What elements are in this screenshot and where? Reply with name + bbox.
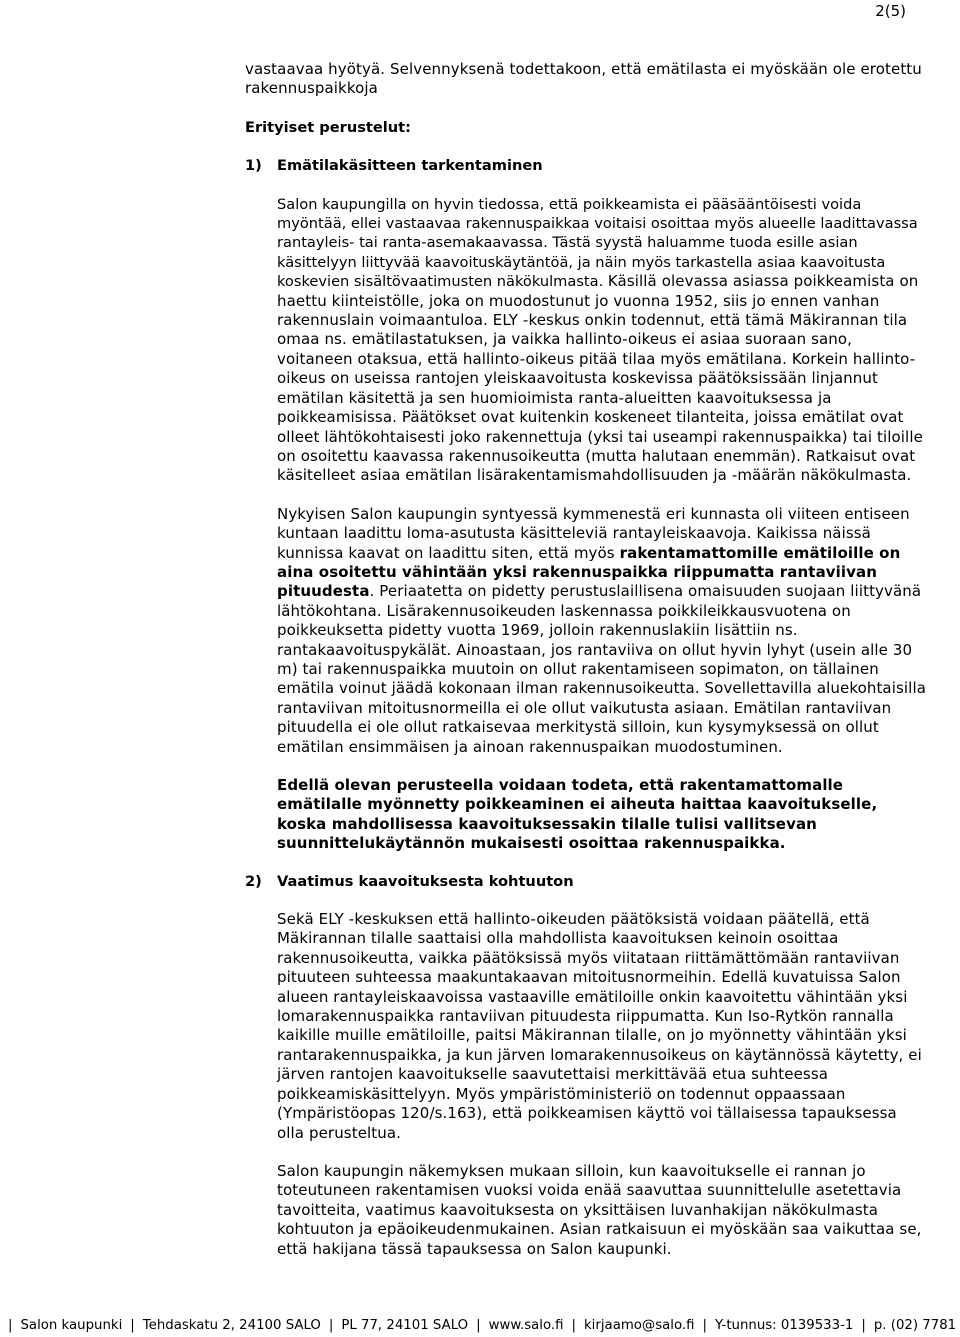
section1-paragraph2-a: Nykyisen Salon kaupungin syntyessä kymmenestä eri kunnasta oli viiteen entiseen kuntaan laadittu loma-asutusta käsitteleviä rantayleiskaavoja. Kaikissa näissä kunnissa kaavat on laadittu siten, että myös	[277, 504, 910, 562]
section1-title: Emätilakäsitteen tarkentaminen	[277, 157, 543, 175]
footer-separator: |	[130, 1318, 135, 1333]
footer-separator: |	[861, 1318, 866, 1333]
footer-separator: |	[476, 1318, 481, 1333]
page-number: 2(5)	[875, 2, 906, 20]
special-grounds-heading: Erityiset perustelut:	[245, 118, 411, 136]
section2-heading	[245, 872, 925, 891]
section1-number: 1)	[245, 157, 262, 175]
section2-title: Vaatimus kaavoituksesta kohtuuton	[277, 872, 574, 890]
document-body	[245, 60, 925, 1259]
section1-paragraph2-b: . Periaatetta on pidetty perustuslaillisena omaisuuden suojaan liittyvänä lähtökohtana. Lisärakennusoikeuden laskennassa poikkileikkausvuotena on poikkeuksetta pidetty vuotta 1969, jolloin rakennuslakiin lisättiin ns. rantakaavoituspykälät. Ainoastaan, jos rantaviiva on ollut hyvin lyhyt (usein alle 30 m) tai rakennuspaikka muutoin on ollut rakentamiseen sopimaton, on tällainen emätila voinut jäädä kokonaan ilman rakennusoikeutta. Sovellettavilla aluekohtaisilla rantaviivan mitoitusnormeilla ei ole ollut vaikutusta asiaan. Emätilan rantaviivan pituudella ei ole ollut ratkaisevaa merkitystä silloin, kun kysymyksessä on ollut emätilan ensimmäisen ja ainoan rakennuspaikan muodostuminen.	[277, 582, 927, 756]
footer-separator: |	[702, 1318, 707, 1333]
footer-separator: |	[571, 1318, 576, 1333]
section2-paragraph1: Sekä ELY -keskuksen että hallinto-oikeuden päätöksistä voidaan päätellä, että Mäkirannan tilalle saattaisi olla mahdollista kaavoituksen keinoin osoittaa rakennusoikeutta, vaikka päätöksissä myös viitataan riittämättömään rantaviivan pituuteen suhteessa maakuntakaavan mitoitusnormeihin. Edellä kuvatuissa Salon alueen rantayleiskaavoissa vastaaville emätiloille onkin kaavoitettu vähintään yksi lomarakennuspaikka rantaviivan pituudesta riippumatta. Kun Iso-Rytkön rannalla kaikille muille emätiloille, paitsi Mäkirannan tilalle, on jo myönnetty vähintään yksi rantarakennuspaikka, ja kun järven lomarakennusoikeus on käytännössä käytetty, ei järven rantojen kaavoitukselle saavutettaisi merkittävää etua suhteessa poikkeamiskäsittelyyn. Myös ympäristöministeriö on todennut oppaassaan (Ympäristöopas 120/s.163), että poikkeamisen käyttö voi tällaisessa tapauksessa olla perusteltua.	[277, 910, 922, 1142]
section1-conclusion: Edellä olevan perusteella voidaan todeta, että rakentamattomalle emätilalle myönnetty poikkeaminen ei aiheuta haittaa kaavoitukselle, koska mahdollisessa kaavoituksessakin tilalle tulisi vallitsevan suunnittelukäytännön mukaisesti osoittaa rakennuspaikka.	[277, 776, 878, 853]
footer-item-email: kirjaamo@salo.fi	[583, 1318, 695, 1333]
footer-item-website: www.salo.fi	[488, 1318, 564, 1333]
section2-number: 2)	[245, 872, 262, 890]
section1-paragraph1-serif: Käsillä olevassa asiassa poikkeamista on haettu kiinteistölle, joka on muodostunut jo vuonna 1952, siis jo ennen vanhan rakennuslain voimaantuloa. ELY -keskus onkin todennut, että tämä Mäkirannan tila omaa ns. emätilastatuksen, ja vaikka hallinto-oikeus ei asiaa suoraan sano, voitaneen otaksua, että hallinto-oikeus pitää tilaa myös emätilana. Korkein hallinto-oikeus on useissa rantojen yleiskaavoitusta koskevissa päätöksissään linjannut emätilan käsitettä ja sen huomioimista ranta-alueitten kaavoituksessa ja poikkeamisissa. Päätökset ovat kuitenkin koskeneet tilanteita, joissa emätilat ovat olleet lähtökohtaisesti joko rakennettuja (yksi tai useampi rakennuspaikka) tai tiloille on osoitettu kaavassa rakennusoikeutta (mutta halutaan enemmän). Ratkaisut ovat käsitelleet asiaa emätilan lisärakentamismahdollisuuden ja -määrän näkökulmasta.	[277, 272, 923, 485]
section2-paragraph2: Salon kaupungin näkemyksen mukaan silloin, kun kaavoitukselle ei rannan jo toteutuneen rakentamisen vuoksi voida enää saavuttaa suunnittelulle asetettavia tavoitteita, vaatimus kaavoituksesta on yksittäisen luvanhakijan näkökulmasta kohtuuton ja epäoikeudenmukainen. Asian ratkaisuun ei myöskään saa vaikuttaa se, että hakijana tässä tapauksessa on Salon kaupunki.	[277, 1161, 922, 1258]
footer-separator: |	[8, 1318, 13, 1333]
section1-paragraph2-bold: rakentamattomille emätiloille on aina osoitettu vähintään yksi rakennuspaikka riippumatta rantaviivan pituudesta	[277, 543, 901, 601]
footer-item-business-id: Y-tunnus: 0139533-1	[714, 1318, 854, 1333]
footer-separator: |	[328, 1318, 334, 1333]
section1-paragraph1-sans: Salon kaupungilla on hyvin tiedossa, että poikkeamista ei pääsääntöisesti voida myöntää, ellei vastaavaa rakennuspaikkaa voitaisi osoittaa myös alueelle laadittavassa rantayleis- tai ranta-asemakaavassa. Tästä syystä haluamme tuoda esille asian käsittelyyn liittyvää kaavoituskäytäntöä, ja näin myös tarkastella asiaa kaavoitusta koskevien sisältövaatimusten näkökulmasta.	[277, 195, 918, 291]
intro-paragraph: vastaavaa hyötyä. Selvennyksenä todettakoon, että emätilasta ei myöskään ole erotettu rakennuspaikkoja	[245, 60, 922, 98]
section1-heading	[245, 156, 925, 175]
footer-item-street: Tehdaskatu 2, 24100 SALO	[142, 1318, 321, 1333]
page-footer	[0, 1317, 960, 1335]
section1-paragraph2	[277, 505, 927, 757]
footer-item-postbox: PL 77, 24101 SALO	[341, 1318, 469, 1333]
footer-item-phone: p. (02) 7781	[873, 1318, 957, 1333]
footer-item-name: Salon kaupunki	[20, 1318, 123, 1333]
